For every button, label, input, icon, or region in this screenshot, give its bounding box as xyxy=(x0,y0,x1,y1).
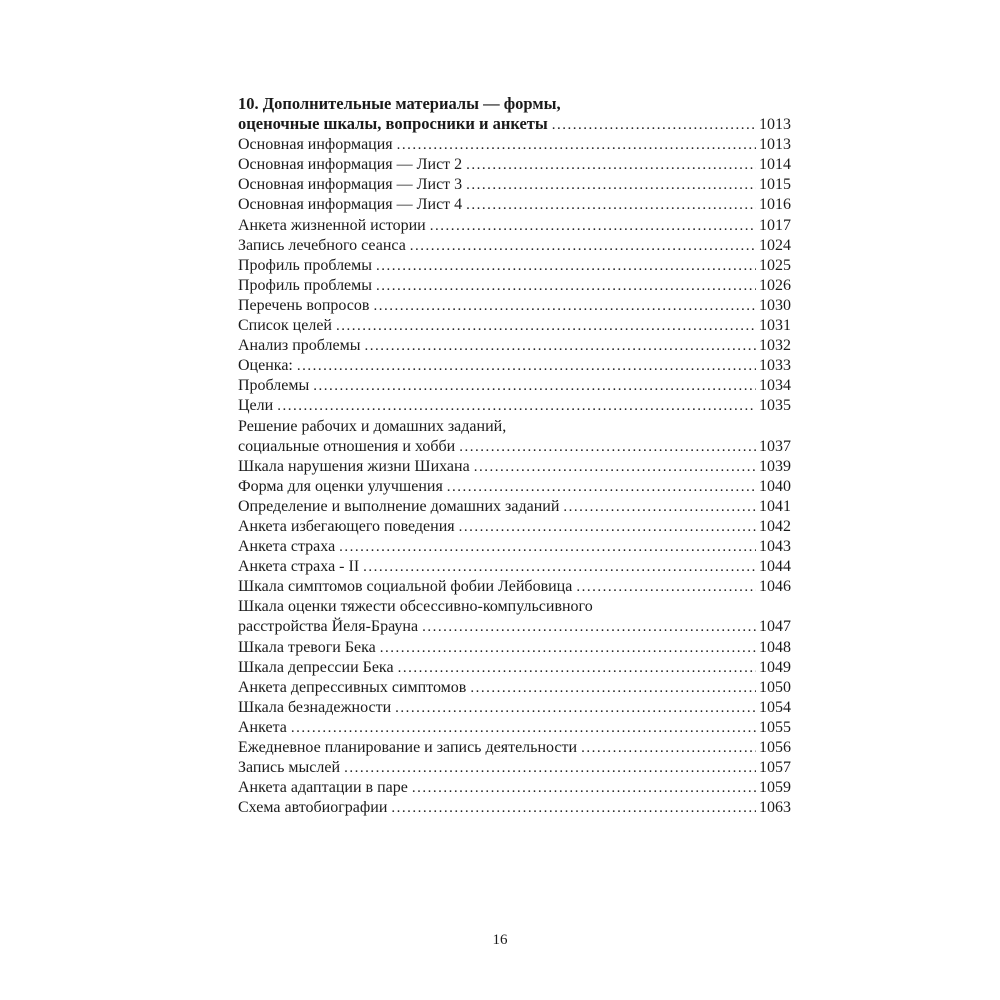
dot-leader xyxy=(412,778,756,798)
toc-entry-page: 1017 xyxy=(759,216,791,234)
toc-entry-row xyxy=(238,437,791,457)
dot-leader xyxy=(297,356,756,376)
toc-entry-page: 1041 xyxy=(759,497,791,515)
toc-entry-title: Анкета адаптации в паре xyxy=(238,779,408,797)
toc-entry-page: 1031 xyxy=(759,317,791,335)
toc-entry-page: 1033 xyxy=(759,357,791,375)
toc-entry-row xyxy=(238,537,791,557)
dot-leader xyxy=(466,195,756,215)
toc-entry-row xyxy=(238,396,791,416)
toc-entry-title: Шкала тревоги Бека xyxy=(238,638,376,656)
toc-entry-page: 1016 xyxy=(759,196,791,214)
toc-entry-title: Основная информация — Лист 2 xyxy=(238,156,463,174)
toc-entry-title: Решение рабочих и домашних заданий, xyxy=(238,417,507,435)
footer-page-number: 16 xyxy=(492,932,508,948)
toc-entry-row xyxy=(238,457,791,477)
toc-entry-row xyxy=(238,698,791,718)
toc-entry-title: социальные отношения и хобби xyxy=(238,437,456,455)
toc-entry-title: Запись мыслей xyxy=(238,759,341,777)
toc-entry-row xyxy=(238,477,791,497)
toc-entry-page: 1050 xyxy=(759,678,791,696)
toc-entry-title: Схема автобиографии xyxy=(238,799,388,817)
dot-leader xyxy=(459,517,756,537)
toc-entry-title: Шкала симптомов социальной фобии Лейбовица xyxy=(238,578,573,596)
toc-entry-page: 1015 xyxy=(759,176,791,194)
toc-entry-row xyxy=(238,617,791,637)
toc-entry-page: 1013 xyxy=(759,116,791,134)
toc-entry-title: Определение и выполнение домашних заданий xyxy=(238,497,560,515)
toc-entry-title: Анкета избегающего поведения xyxy=(238,517,455,535)
toc-entry-title: Шкала безнадежности xyxy=(238,698,392,716)
toc-entry-row xyxy=(238,316,791,336)
toc-entry-row xyxy=(238,417,791,437)
toc-entry-title: Перечень вопросов xyxy=(238,296,370,314)
toc-entry-title: Анкета страха - II xyxy=(238,558,360,576)
toc-entry-page: 1025 xyxy=(759,256,791,274)
toc-entry-row xyxy=(238,376,791,396)
toc-entry-row xyxy=(238,738,791,758)
toc-entry-row xyxy=(238,356,791,376)
toc-entry-title: Шкала депрессии Бека xyxy=(238,658,394,676)
toc-entry-row xyxy=(238,758,791,778)
dot-leader xyxy=(376,276,756,296)
toc-entry-row xyxy=(238,256,791,276)
toc-entry-row xyxy=(238,236,791,256)
dot-leader xyxy=(339,537,756,557)
toc-entry-page: 1026 xyxy=(759,276,791,294)
toc-entry-page: 1054 xyxy=(759,698,791,716)
toc-entry-row xyxy=(238,175,791,195)
toc-entry-row xyxy=(238,638,791,658)
dot-leader xyxy=(376,256,756,276)
toc-entry-title: Анкета депрессивных симптомов xyxy=(238,678,467,696)
toc-entry-page: 1046 xyxy=(759,578,791,596)
toc-entry-page: 1043 xyxy=(759,538,791,556)
dot-leader xyxy=(398,658,756,678)
dot-leader xyxy=(397,135,756,155)
dot-leader xyxy=(466,175,756,195)
dot-leader xyxy=(391,798,756,818)
toc-entry-title: Профиль проблемы xyxy=(238,256,373,274)
dot-leader xyxy=(363,557,756,577)
toc-entry-title: Шкала нарушения жизни Шихана xyxy=(238,457,470,475)
toc-entry-page: 1042 xyxy=(759,517,791,535)
toc-entry-title: Основная информация — Лист 4 xyxy=(238,196,463,214)
toc-entry-page: 1037 xyxy=(759,437,791,455)
dot-leader xyxy=(466,155,756,175)
toc-entry-title: Анкета жизненной истории xyxy=(238,216,426,234)
toc-entry-row xyxy=(238,678,791,698)
toc-entry-title: расстройства Йеля-Брауна xyxy=(238,618,419,636)
toc-entry-page: 1030 xyxy=(759,296,791,314)
toc-entry-title: Анкета xyxy=(238,718,287,736)
toc-entry-page: 1057 xyxy=(759,759,791,777)
dot-leader xyxy=(380,638,756,658)
dot-leader xyxy=(563,497,756,517)
toc-entry-title: Анкета страха xyxy=(238,538,336,556)
dot-leader xyxy=(344,758,756,778)
toc-list xyxy=(238,94,791,818)
toc-entry-page: 1034 xyxy=(759,377,791,395)
toc-entry-row xyxy=(238,195,791,215)
toc-entry-title: Шкала оценки тяжести обсессивно-компульсивного xyxy=(238,598,593,616)
toc-entry-page: 1044 xyxy=(759,558,791,576)
toc-entry-row xyxy=(238,597,791,617)
toc-entry-row xyxy=(238,216,791,236)
dot-leader xyxy=(291,718,756,738)
toc-entry-title: Цели xyxy=(238,397,274,415)
dot-leader xyxy=(474,457,756,477)
toc-entry-row xyxy=(238,798,791,818)
toc-entry-page: 1056 xyxy=(759,739,791,756)
toc-entry-row xyxy=(238,276,791,296)
dot-leader xyxy=(581,738,756,758)
toc-entry-page: 1048 xyxy=(759,638,791,656)
toc-entry-title: Проблемы xyxy=(238,377,310,395)
dot-leader xyxy=(447,477,756,497)
toc-heading-row xyxy=(238,114,791,135)
dot-leader xyxy=(430,216,756,236)
toc-entry-page: 1047 xyxy=(759,618,791,636)
toc-entry-row xyxy=(238,557,791,577)
dot-leader xyxy=(552,114,756,135)
dot-leader xyxy=(313,376,756,396)
toc-entry-row xyxy=(238,718,791,738)
toc-entry-row xyxy=(238,497,791,517)
toc-entry-row xyxy=(238,155,791,175)
dot-leader xyxy=(277,396,756,416)
dot-leader xyxy=(395,698,756,718)
dot-leader xyxy=(373,296,756,316)
toc-entry-title: Оценка: xyxy=(238,357,293,375)
dot-leader xyxy=(576,577,756,597)
toc-entry-title: Форма для оценки улучшения xyxy=(238,477,443,495)
toc-heading-title: оценочные шкалы, вопросники и анкеты xyxy=(238,114,548,134)
toc-entry-page: 1032 xyxy=(759,337,791,355)
toc-entry-row xyxy=(238,517,791,537)
toc-entry-title: Список целей xyxy=(238,317,332,335)
toc-entry-page: 1055 xyxy=(759,718,791,736)
toc-entry-page: 1035 xyxy=(759,397,791,415)
toc-entry-row xyxy=(238,296,791,316)
toc-entry-title: Ежедневное планирование и запись деятельности xyxy=(238,739,578,756)
toc-entry-title: Основная информация xyxy=(238,136,393,154)
toc-entry-row xyxy=(238,577,791,597)
toc-entry-page: 1024 xyxy=(759,236,791,254)
toc-entry-title: Анализ проблемы xyxy=(238,337,361,355)
toc-entry-row xyxy=(238,336,791,356)
dot-leader xyxy=(422,617,756,637)
toc-entry-row xyxy=(238,135,791,155)
toc-entry-page: 1013 xyxy=(759,136,791,154)
dot-leader xyxy=(365,336,757,356)
dot-leader xyxy=(336,316,756,336)
toc-entry-page: 1014 xyxy=(759,156,791,174)
toc-entry-page: 1049 xyxy=(759,658,791,676)
toc-entry-row xyxy=(238,658,791,678)
toc-entry-row xyxy=(238,778,791,798)
dot-leader xyxy=(470,678,756,698)
toc-entry-title: Запись лечебного сеанса xyxy=(238,236,406,254)
toc-entry-page: 1063 xyxy=(759,799,791,817)
toc-entry-page: 1059 xyxy=(759,779,791,797)
toc-entry-page: 1039 xyxy=(759,457,791,475)
toc-entry-title: Профиль проблемы xyxy=(238,276,373,294)
toc-heading-title: 10. Дополнительные материалы — формы, xyxy=(238,94,561,113)
toc-entry-title: Основная информация — Лист 3 xyxy=(238,176,463,194)
dot-leader xyxy=(410,236,756,256)
toc-entry-page: 1040 xyxy=(759,477,791,495)
dot-leader xyxy=(459,437,756,457)
toc-heading-row xyxy=(238,94,791,114)
